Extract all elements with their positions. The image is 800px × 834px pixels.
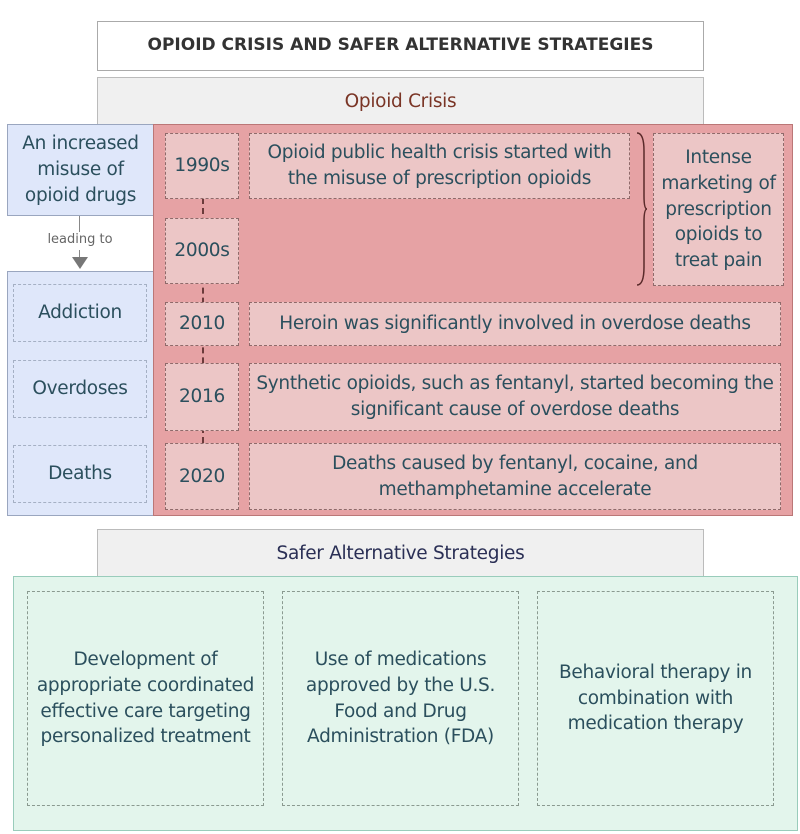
- event-1990s: Opioid public health crisis started with the misuse of prescription opioids: [249, 133, 630, 199]
- event-2020: Deaths caused by fentanyl, cocaine, and methamphetamine accelerate: [249, 443, 781, 510]
- alternatives-header: Safer Alternative Strategies: [97, 529, 704, 577]
- year-2010: 2010: [165, 302, 239, 346]
- cause-box: An increased misuse of opioid drugs: [7, 124, 154, 216]
- alternative-item: Development of appropriate coordinated effective care targeting personalized treatment: [27, 591, 264, 806]
- brace-icon: [634, 131, 648, 287]
- effect-addiction: Addiction: [13, 284, 147, 342]
- event-2010: Heroin was significantly involved in overdose deaths: [249, 302, 781, 346]
- diagram-title: OPIOID CRISIS AND SAFER ALTERNATIVE STRATEGIES: [97, 21, 704, 71]
- alternative-item: Behavioral therapy in combination with medication therapy: [537, 591, 774, 806]
- year-2016: 2016: [165, 363, 239, 431]
- side-note: Intense marketing of prescription opioids to treat pain: [653, 133, 784, 286]
- crisis-header: Opioid Crisis: [97, 77, 704, 125]
- event-2016: Synthetic opioids, such as fentanyl, started becoming the significant cause of overdose deaths: [249, 363, 781, 431]
- effect-overdoses: Overdoses: [13, 360, 147, 418]
- effect-deaths: Deaths: [13, 445, 147, 503]
- arrow-down-icon: [72, 257, 88, 269]
- year-2020: 2020: [165, 443, 239, 510]
- year-2000s: 2000s: [165, 218, 239, 284]
- alternative-item: Use of medications approved by the U.S. Food and Drug Administration (FDA): [282, 591, 519, 806]
- connector-label: leading to: [47, 231, 113, 247]
- year-1990s: 1990s: [165, 133, 239, 199]
